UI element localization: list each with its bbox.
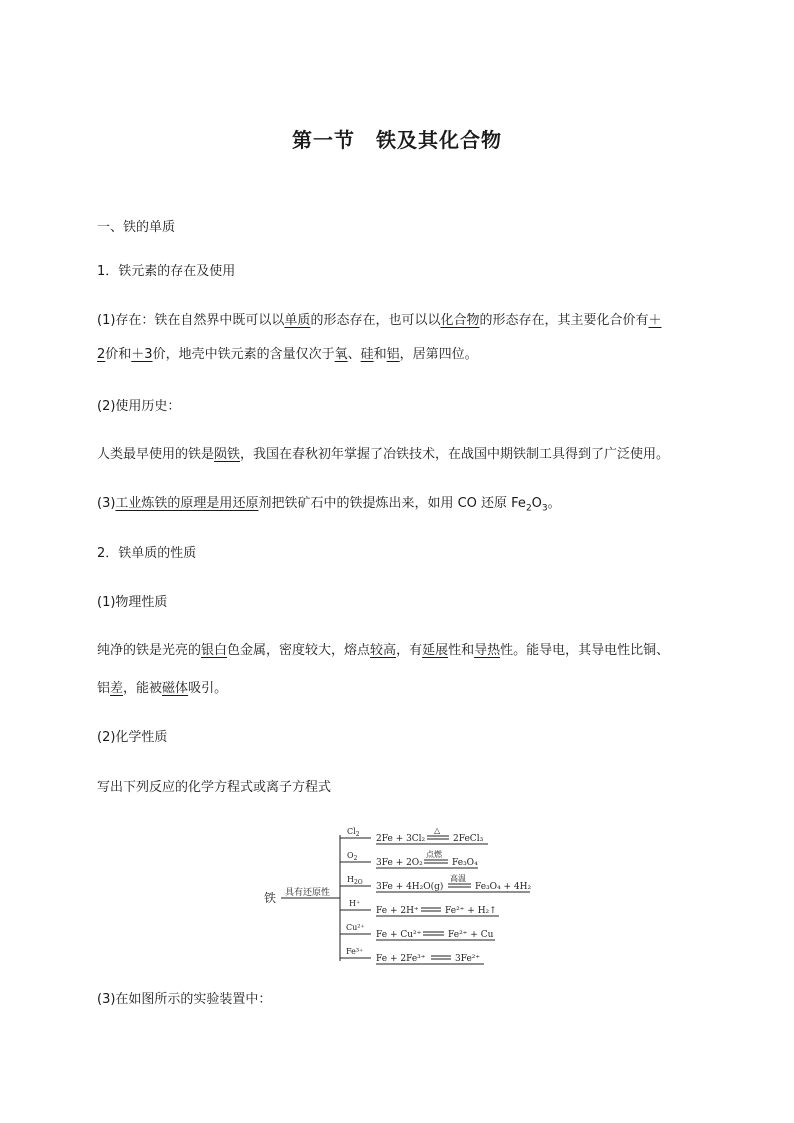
svg-text:Fe²⁺ + Cu: Fe²⁺ + Cu — [448, 930, 494, 940]
paragraph-history: 人类最早使用的铁是陨铁，我国在春秋初年掌握了冶铁技术，在战国中期铁制工具得到了广泛使用。 — [97, 447, 670, 462]
paragraph-smelting: (3)工业炼铁的原理是用还原剂把铁矿石中的铁提炼出来，如用 CO 还原 $Fe_2O_3$。 — [97, 496, 561, 514]
section-heading: 一、铁的单质 — [97, 220, 176, 235]
paragraph-apparatus: (3)在如图所示的实验装置中： — [97, 992, 272, 1007]
subsection-heading: 1．铁元素的存在及使用 — [97, 264, 236, 279]
paragraph-existence: (1)存在：铁在自然界中既可以以单质的形态存在，也可以以化合物的形态存在，其主要化合价有＋ — [97, 313, 662, 328]
reaction-row — [340, 947, 484, 964]
svg-text:H⁺: H⁺ — [349, 899, 361, 908]
svg-text:Fe + 2H⁺: Fe + 2H⁺ — [376, 906, 419, 916]
physical-heading: (1)物理性质 — [97, 595, 168, 610]
page-title: 第一节 铁及其化合物 — [292, 128, 502, 152]
reaction-row — [340, 923, 495, 940]
instruction: 写出下列反应的化学方程式或离子方程式 — [97, 780, 332, 795]
svg-text:△: △ — [434, 826, 441, 835]
paragraph-physical: 纯净的铁是光亮的银白色金属，密度较大，熔点较高，有延展性和导热性。能导电，其导电性比铜、 — [97, 643, 670, 658]
svg-text:Fe + 2Fe³⁺: Fe + 2Fe³⁺ — [376, 954, 426, 964]
svg-text:3Fe + 2O₂: 3Fe + 2O₂ — [376, 858, 423, 868]
reaction-diagram — [255, 822, 545, 972]
reaction-row — [340, 899, 499, 916]
svg-text:H2O: $H_{2O}$ — [347, 875, 363, 886]
subsection-heading: 2．铁单质的性质 — [97, 546, 197, 561]
svg-text:Fe³⁺: Fe³⁺ — [346, 947, 364, 956]
svg-text:O2: $O_2$ — [347, 851, 358, 862]
reaction-row — [340, 849, 478, 868]
svg-text:高温: 高温 — [450, 874, 466, 883]
svg-text:Cl2: $Cl_2$ — [347, 827, 360, 838]
svg-text:3Fe²⁺: 3Fe²⁺ — [455, 954, 481, 964]
property-label: 具有还原性 — [285, 888, 331, 898]
paragraph-history-heading: (2)使用历史： — [97, 399, 181, 414]
paragraph-physical-cont: 铝差，能被磁体吸引。 — [97, 681, 228, 696]
svg-text:Fe₃O₄ + 4H₂: Fe₃O₄ + 4H₂ — [475, 882, 532, 892]
reaction-row — [340, 873, 532, 892]
svg-text:2FeCl₃: 2FeCl₃ — [453, 834, 484, 844]
svg-text:3Fe + 4H₂O(g): 3Fe + 4H₂O(g) — [376, 882, 444, 892]
svg-text:Fe²⁺ + H₂↑: Fe²⁺ + H₂↑ — [445, 906, 497, 916]
svg-text:Fe₃O₄: Fe₃O₄ — [452, 858, 478, 868]
svg-text:点燃: 点燃 — [426, 850, 442, 859]
svg-text:Cu²⁺: Cu²⁺ — [346, 923, 365, 932]
chemical-heading: (2)化学性质 — [97, 730, 168, 745]
iron-label: 铁 — [264, 891, 277, 905]
paragraph-existence-cont: 2价和＋3价，地壳中铁元素的含量仅次于氧、硅和铝，居第四位。 — [97, 347, 478, 362]
svg-text:Fe + Cu²⁺: Fe + Cu²⁺ — [376, 930, 422, 940]
reaction-row — [340, 826, 488, 844]
svg-text:2Fe + 3Cl₂: 2Fe + 3Cl₂ — [376, 834, 426, 844]
